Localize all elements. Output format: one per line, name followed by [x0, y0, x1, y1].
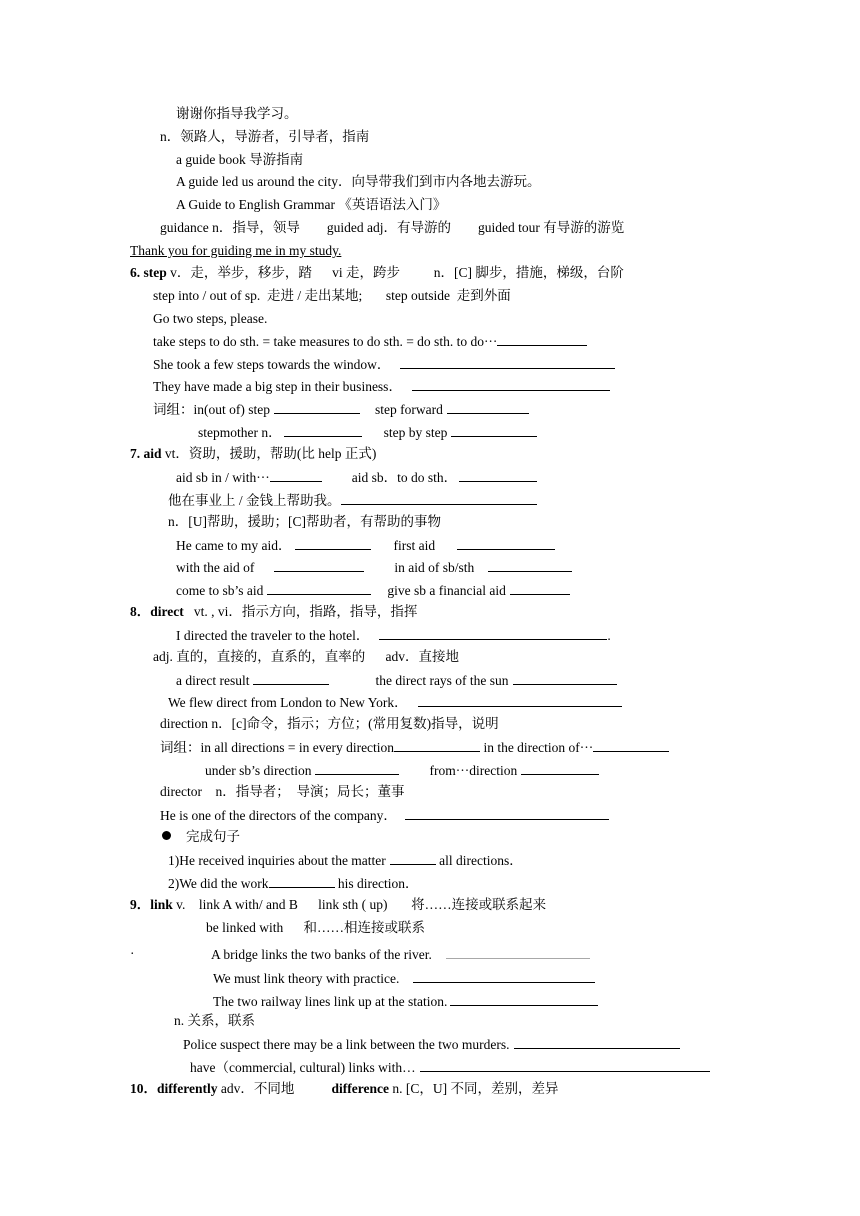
answer-blank[interactable]	[447, 401, 529, 414]
text-line	[153, 333, 587, 350]
text-line: step into / out of sp. 走进 / 走出某地; step outside 走到外面	[153, 288, 511, 303]
text-line	[190, 1059, 710, 1076]
text-line	[211, 946, 590, 963]
text-line: adj. 直的，直接的，直系的，直率的 adv．直接地	[153, 649, 459, 664]
entry-number: 9．link	[130, 897, 173, 912]
answer-blank[interactable]	[446, 946, 590, 959]
answer-blank[interactable]	[521, 762, 599, 775]
text-line	[153, 356, 615, 373]
phrase: take steps to do sth. = take measures to do sth. = do sth. to do···	[153, 334, 498, 349]
phrase: 词组：in all directions = in every direction	[160, 740, 395, 755]
text-line	[153, 378, 610, 395]
entry-definition: n. [C，U] 不同，差别，差异	[388, 1081, 559, 1096]
answer-blank[interactable]	[405, 807, 609, 820]
text-line	[160, 739, 669, 756]
answer-blank[interactable]	[418, 694, 622, 707]
phrase: give sb a financial aid	[387, 583, 506, 598]
entry-definition: v．走，举步，移步，踏 vi 走，跨步 n．[C] 脚步，措施，梯级，台阶	[166, 265, 624, 280]
entry-number: 6. step	[130, 265, 167, 280]
phrase: a direct result	[176, 673, 250, 688]
underlined-sentence: Thank you for guiding me in my study.	[130, 243, 342, 258]
entry-definition: adv．不同地	[217, 1081, 332, 1096]
sentence: We flew direct from London to New York．	[168, 695, 408, 710]
answer-blank[interactable]	[451, 424, 537, 437]
text-line	[213, 970, 595, 987]
phrase: 词组：in(out of) step	[153, 402, 270, 417]
text-line	[213, 993, 598, 1010]
phrase: in the direction of···	[480, 740, 594, 755]
answer-blank[interactable]	[390, 852, 436, 865]
sentence: 2)We did the work	[168, 876, 269, 891]
answer-blank[interactable]	[450, 993, 598, 1006]
answer-blank[interactable]	[341, 492, 537, 505]
answer-blank[interactable]	[413, 970, 595, 983]
answer-blank[interactable]	[457, 537, 555, 550]
sentence: his direction．	[334, 876, 419, 891]
sentence: 他在事业上 / 金钱上帮助我。	[168, 493, 341, 508]
answer-blank[interactable]	[593, 739, 669, 752]
sentence: all directions．	[435, 853, 523, 868]
sentence: I directed the traveler to the hotel．	[176, 628, 370, 643]
text-line	[176, 537, 555, 554]
text-line: Go two steps, please.	[153, 311, 268, 326]
entry-number: 7. aid	[130, 446, 162, 461]
answer-blank[interactable]	[420, 1059, 710, 1072]
entry-step	[130, 265, 624, 281]
answer-blank[interactable]	[274, 401, 360, 414]
sentence: We must link theory with practice.	[213, 971, 400, 986]
phrase: have（commercial, cultural) links with…	[190, 1060, 416, 1075]
answer-blank[interactable]	[488, 559, 572, 572]
sentence: He is one of the directors of the company．	[160, 808, 397, 823]
text-line	[176, 582, 570, 599]
phrase: He came to my aid．	[176, 538, 292, 553]
text-line	[176, 672, 617, 689]
answer-blank[interactable]	[269, 875, 335, 888]
text-line: direction n．[c]命令，指示；方位；(常用复数)指导，说明	[160, 716, 499, 731]
text-line: 谢谢你指导我学习。	[176, 106, 298, 121]
phrase: first aid	[393, 538, 436, 553]
entry-definition: vt. , vi．指示方向，指路，指导，指挥	[183, 604, 418, 619]
bullet-icon	[162, 831, 171, 840]
answer-blank[interactable]	[514, 1036, 680, 1049]
answer-blank[interactable]	[379, 627, 607, 640]
text-line: guidance n．指导，领导 guided adj．有导游的 guided tour 有导游的游览	[160, 220, 625, 235]
answer-blank[interactable]	[412, 378, 610, 391]
sentence: A bridge links the two banks of the river.	[211, 947, 432, 962]
answer-blank[interactable]	[284, 424, 362, 437]
text-line: be linked with 和……相连接或联系	[206, 920, 425, 935]
answer-blank[interactable]	[295, 537, 371, 550]
phrase: in aid of sb/sth	[394, 560, 475, 575]
phrase: aid sb．to do sth．	[351, 470, 458, 485]
entry-number: 8．direct	[130, 604, 184, 619]
phrase: step by step	[383, 425, 448, 440]
text-line	[153, 401, 529, 418]
text-line: A guide led us around the city．向导带我们到市内各地去游玩。	[176, 174, 541, 189]
answer-blank[interactable]	[400, 356, 615, 369]
phrase: step forward	[375, 402, 443, 417]
entry-link	[130, 897, 546, 913]
text-line	[168, 492, 537, 509]
answer-blank[interactable]	[315, 762, 399, 775]
sentence: 1)He received inquiries about the matter	[168, 853, 386, 868]
entry-word: difference	[331, 1081, 389, 1096]
text-line: n. 关系，联系	[174, 1013, 255, 1028]
answer-blank[interactable]	[513, 672, 617, 685]
answer-blank[interactable]	[274, 559, 364, 572]
text-line	[183, 1036, 680, 1053]
phrase: with the aid of	[176, 560, 255, 575]
answer-blank[interactable]	[497, 333, 587, 346]
text-line	[176, 469, 537, 486]
text-line	[168, 852, 523, 869]
text-line	[168, 694, 622, 711]
sentence: The two railway lines link up at the station.	[213, 994, 448, 1009]
answer-blank[interactable]	[394, 739, 480, 752]
answer-blank[interactable]	[270, 469, 322, 482]
text-line	[160, 807, 609, 824]
phrase: under sb’s direction	[205, 763, 312, 778]
phrase: stepmother n．	[198, 425, 282, 440]
text-line: n．领路人，导游者，引导者，指南	[160, 129, 370, 144]
text-line: a guide book 导游指南	[176, 152, 304, 167]
entry-definition: vt．资助，援助，帮助(比 help 正式)	[161, 446, 377, 461]
text-line	[176, 627, 611, 644]
phrase: come to sb’s aid	[176, 583, 264, 598]
stray-dot: ·	[130, 946, 135, 961]
phrase: from···direction	[429, 763, 518, 778]
text-line: A Guide to English Grammar 《英语语法入门》	[176, 197, 447, 212]
entry-aid	[130, 446, 376, 462]
text-line: director n．指导者； 导演；局长；董事	[160, 784, 405, 799]
phrase: aid sb in / with···	[176, 470, 270, 485]
sentence: They have made a big step in their business．	[153, 379, 402, 394]
text-line: n．[U]帮助，援助；[C]帮助者，有帮助的事物	[168, 514, 441, 529]
answer-blank[interactable]	[267, 582, 371, 595]
text-line	[176, 559, 572, 576]
answer-blank[interactable]	[510, 582, 570, 595]
sentence: She took a few steps towards the window．	[153, 357, 391, 372]
answer-blank[interactable]	[459, 469, 537, 482]
entry-number: 10．differently	[130, 1081, 218, 1096]
sentence-end: .	[607, 628, 611, 643]
entry-differently	[130, 1081, 558, 1097]
entry-definition: v. link A with/ and B link sth ( up) 将……连接或联系起来	[172, 897, 547, 912]
text-line	[168, 875, 419, 892]
phrase: the direct rays of the sun	[375, 673, 509, 688]
text-line	[205, 762, 599, 779]
sentence: Police suspect there may be a link between the two murders.	[183, 1037, 510, 1052]
answer-blank[interactable]	[253, 672, 329, 685]
exercise-heading: 完成句子	[186, 829, 240, 844]
text-line	[198, 424, 537, 441]
entry-direct	[130, 604, 417, 620]
